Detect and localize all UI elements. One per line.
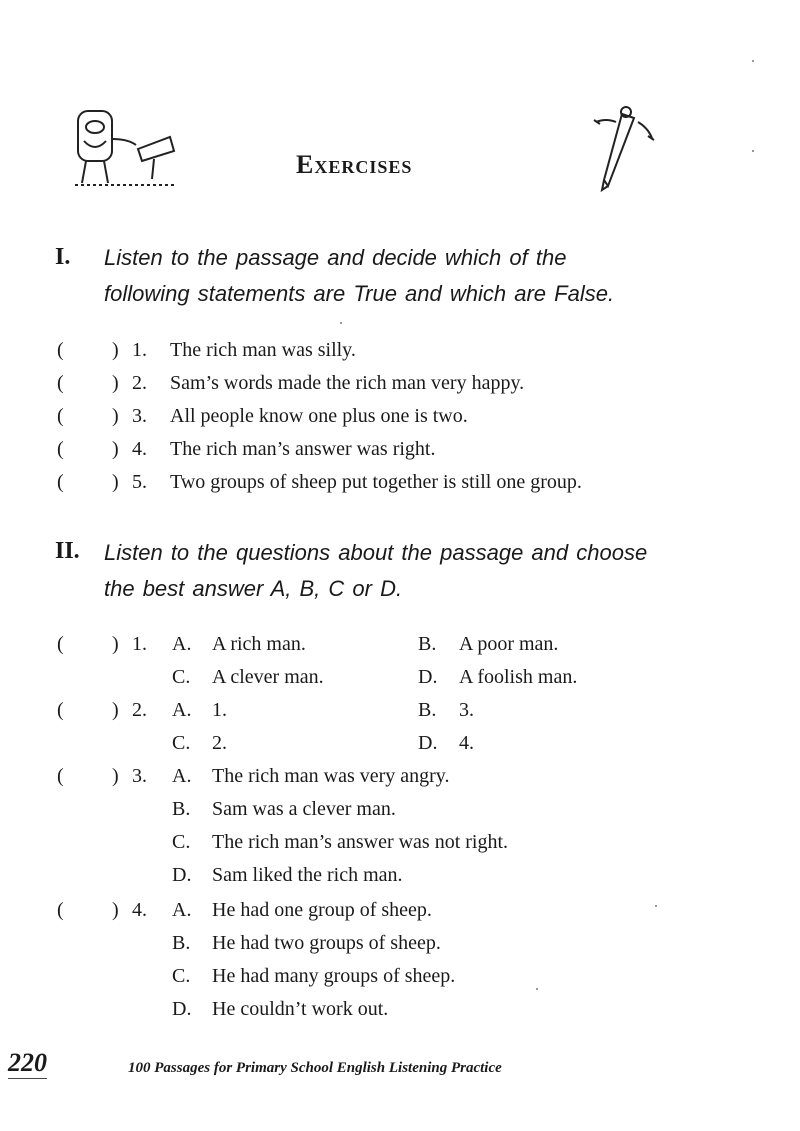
answer-blank-open[interactable]: (	[57, 633, 64, 655]
answer-blank-open[interactable]: (	[57, 899, 64, 921]
option-letter-b: B.	[418, 699, 437, 721]
question-number: 4.	[132, 899, 147, 921]
option-d-text: 4.	[459, 732, 474, 754]
statement-text: Sam’s words made the rich man very happy.	[170, 372, 525, 394]
option-letter-c: C.	[172, 666, 191, 688]
option-letter-d: D.	[172, 864, 192, 886]
answer-blank-open[interactable]: (	[57, 372, 64, 394]
page-number: 220	[8, 1048, 47, 1077]
book-title-footer: 100 Passages for Primary School English Listening Practice	[128, 1060, 502, 1076]
statement-text: All people know one plus one is two.	[170, 405, 468, 427]
option-c-text: The rich man’s answer was not right.	[212, 831, 509, 853]
section-2-number: II.	[55, 538, 80, 564]
answer-blank-open[interactable]: (	[57, 438, 64, 460]
option-letter-c: C.	[172, 732, 191, 754]
option-letter-a: A.	[172, 765, 192, 787]
option-letter-c: C.	[172, 965, 191, 987]
answer-blank-close: )	[112, 699, 119, 721]
option-letter-b: B.	[418, 633, 437, 655]
page-title: Exercises	[296, 150, 413, 179]
option-letter-d: D.	[418, 732, 438, 754]
option-a-text: 1.	[212, 699, 227, 721]
item-number: 5.	[132, 471, 147, 493]
option-a-text: He had one group of sheep.	[212, 899, 432, 921]
scan-speck	[655, 905, 657, 907]
section-2-instruction	[104, 535, 704, 607]
option-b-text: He had two groups of sheep.	[212, 932, 441, 954]
scan-speck	[536, 988, 538, 990]
answer-blank-open[interactable]: (	[57, 405, 64, 427]
answer-blank-open[interactable]: (	[57, 765, 64, 787]
answer-blank-close: )	[112, 372, 119, 394]
statement-text: The rich man’s answer was right.	[170, 438, 436, 460]
section-1-number: I.	[55, 244, 71, 270]
option-letter-a: A.	[172, 699, 192, 721]
cartoon-illustration	[70, 103, 180, 189]
answer-blank-close: )	[112, 405, 119, 427]
statement-text: The rich man was silly.	[170, 339, 356, 361]
answer-blank-open[interactable]: (	[57, 471, 64, 493]
pencil-icon	[590, 100, 660, 192]
section-1-instruction-line-2: following statements are True and which are False.	[104, 281, 615, 306]
scan-speck	[340, 322, 342, 324]
answer-blank-close: )	[112, 339, 119, 361]
section-1-instruction-line-1: Listen to the passage and decide which of the	[104, 245, 567, 270]
scan-speck	[752, 150, 754, 152]
answer-blank-close: )	[112, 438, 119, 460]
option-letter-b: B.	[172, 798, 191, 820]
option-letter-a: A.	[172, 899, 192, 921]
item-number: 2.	[132, 372, 147, 394]
item-number: 4.	[132, 438, 147, 460]
option-letter-d: D.	[172, 998, 192, 1020]
section-2-instruction-line-2: the best answer A, B, C or D.	[104, 576, 403, 601]
option-d-text: A foolish man.	[459, 666, 578, 688]
option-letter-a: A.	[172, 633, 192, 655]
option-letter-d: D.	[418, 666, 438, 688]
option-c-text: 2.	[212, 732, 227, 754]
answer-blank-open[interactable]: (	[57, 699, 64, 721]
statement-text: Two groups of sheep put together is still one group.	[170, 471, 582, 493]
option-d-text: He couldn’t work out.	[212, 998, 389, 1020]
answer-blank-close: )	[112, 765, 119, 787]
section-1-instruction	[104, 240, 704, 312]
option-d-text: Sam liked the rich man.	[212, 864, 403, 886]
option-b-text: 3.	[459, 699, 474, 721]
question-number: 3.	[132, 765, 147, 787]
answer-blank-open[interactable]: (	[57, 339, 64, 361]
question-number: 2.	[132, 699, 147, 721]
answer-blank-close: )	[112, 471, 119, 493]
option-a-text: The rich man was very angry.	[212, 765, 450, 787]
item-number: 1.	[132, 339, 147, 361]
answer-blank-close: )	[112, 633, 119, 655]
option-a-text: A rich man.	[212, 633, 306, 655]
option-letter-b: B.	[172, 932, 191, 954]
option-b-text: Sam was a clever man.	[212, 798, 396, 820]
question-number: 1.	[132, 633, 147, 655]
answer-blank-close: )	[112, 899, 119, 921]
item-number: 3.	[132, 405, 147, 427]
option-letter-c: C.	[172, 831, 191, 853]
scan-speck	[752, 60, 754, 62]
section-2-instruction-line-1: Listen to the questions about the passage and choose	[104, 540, 648, 565]
option-c-text: He had many groups of sheep.	[212, 965, 456, 987]
option-b-text: A poor man.	[459, 633, 559, 655]
option-c-text: A clever man.	[212, 666, 324, 688]
